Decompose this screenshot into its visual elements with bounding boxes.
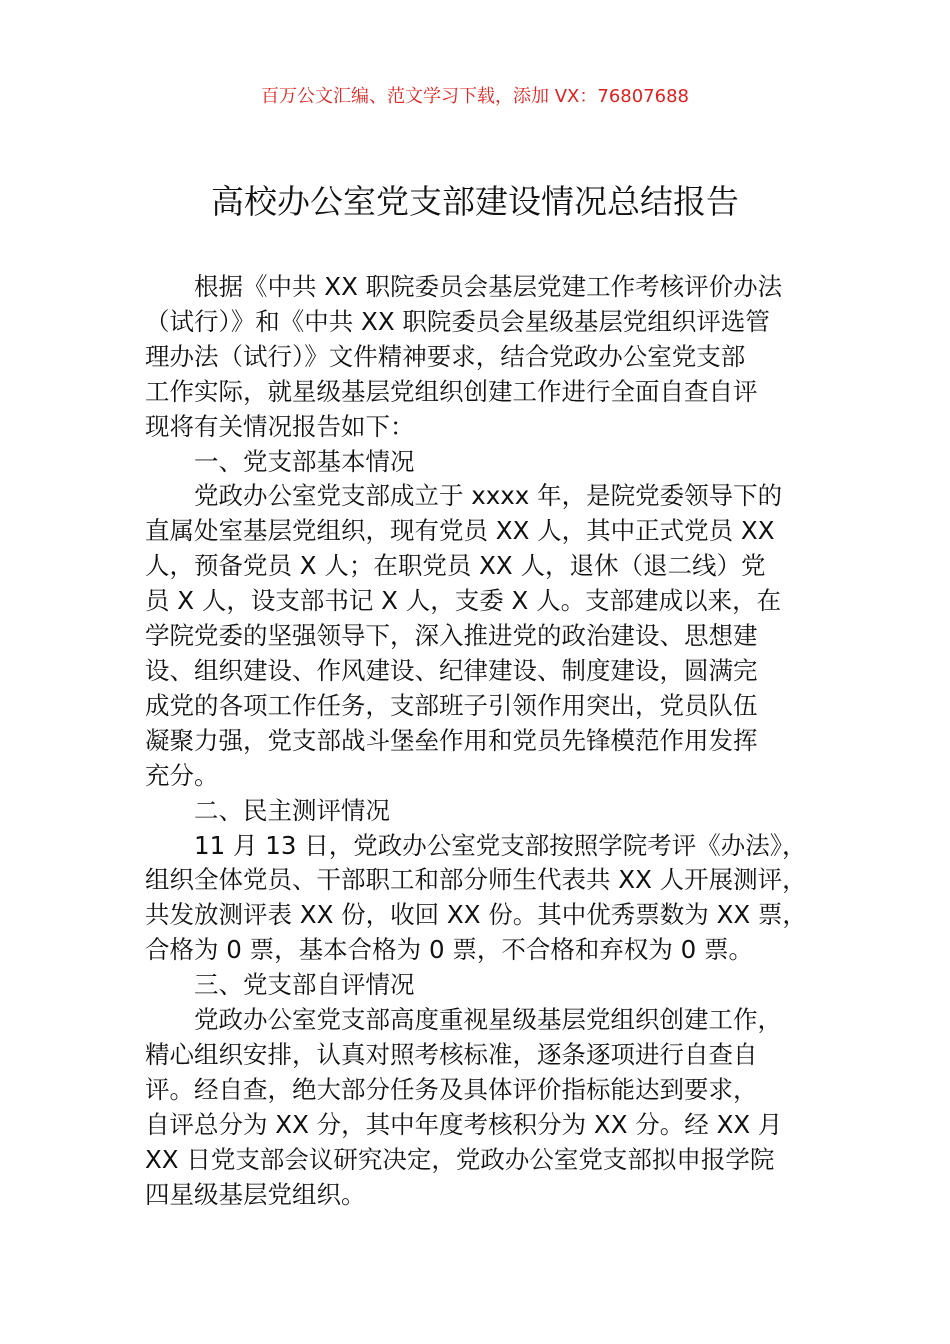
text-line: 评。经自查，绝大部分任务及具体评价指标能达到要求， [145,1074,758,1104]
text-line: 组织全体党员、干部职工和部分师生代表共 XX 人开展测评， [145,865,807,895]
text-line: 设、组织建设、作风建设、纪律建设、制度建设，圆满完 [145,655,758,685]
text-line: 人，预备党员 X 人；在职党员 XX 人，退休（退二线）党 [145,551,766,581]
text-line: 充分。 [145,760,219,790]
text-line: 四星级基层党组织。 [145,1179,366,1209]
text-line: 学院党委的坚强领导下，深入推进党的政治建设、思想建 [145,621,758,651]
text-line: 共发放测评表 XX 份，收回 XX 份。其中优秀票数为 XX 票， [145,900,807,930]
document-body [145,270,810,1212]
text-line: 自评总分为 XX 分，其中年度考核积分为 XX 分。经 XX 月 [145,1109,783,1139]
democratic-evaluation-paragraph [145,829,810,969]
text-line: 员 X 人，设支部书记 X 人，支委 X 人。支部建成以来，在 [145,586,782,616]
text-line: 根据《中共 XX 职院委员会基层党建工作考核评价办法 [194,272,783,301]
text-line: 工作实际，就星级基层党组织创建工作进行全面自查自评 [145,376,758,406]
promo-banner: 百万公文汇编、范文学习下载，添加 VX：76807688 [261,86,689,107]
intro-paragraph [145,270,810,445]
text-line: 凝聚力强，党支部战斗堡垒作用和党员先锋模范作用发挥 [145,725,758,755]
document-title: 高校办公室党支部建设情况总结报告 [211,182,739,221]
text-line: 党政办公室党支部成立于 xxxx 年，是院党委领导下的 [194,481,783,511]
text-line: 成党的各项工作任务，支部班子引领作用突出，党员队伍 [145,690,758,720]
text-line: 直属处室基层党组织，现有党员 XX 人，其中正式党员 XX [145,516,775,546]
section-heading-democratic-evaluation: 二、民主测评情况 [194,795,390,825]
text-line: 党政办公室党支部高度重视星级基层党组织创建工作， [194,1005,782,1035]
text-line: 精心组织安排，认真对照考核标准，逐条逐项进行自查自 [145,1039,758,1069]
section-heading-self-evaluation: 三、党支部自评情况 [194,970,415,1000]
text-line: 合格为 0 票，基本合格为 0 票，不合格和弃权为 0 票。 [145,935,753,965]
text-line: （试行）》和《中共 XX 职院委员会星级基层党组织评选管 [145,306,770,336]
self-evaluation-paragraph [145,1003,810,1212]
text-line: 11 月 13 日，党政办公室党支部按照学院考评《办法》， [194,830,807,860]
section-heading-basic-info: 一、党支部基本情况 [194,446,415,476]
text-line: 现将有关情况报告如下： [145,411,415,441]
text-line: 理办法（试行）》文件精神要求，结合党政办公室党支部 [145,341,746,371]
basic-info-paragraph [145,479,810,793]
text-line: XX 日党支部会议研究决定，党政办公室党支部拟申报学院 [145,1144,775,1174]
